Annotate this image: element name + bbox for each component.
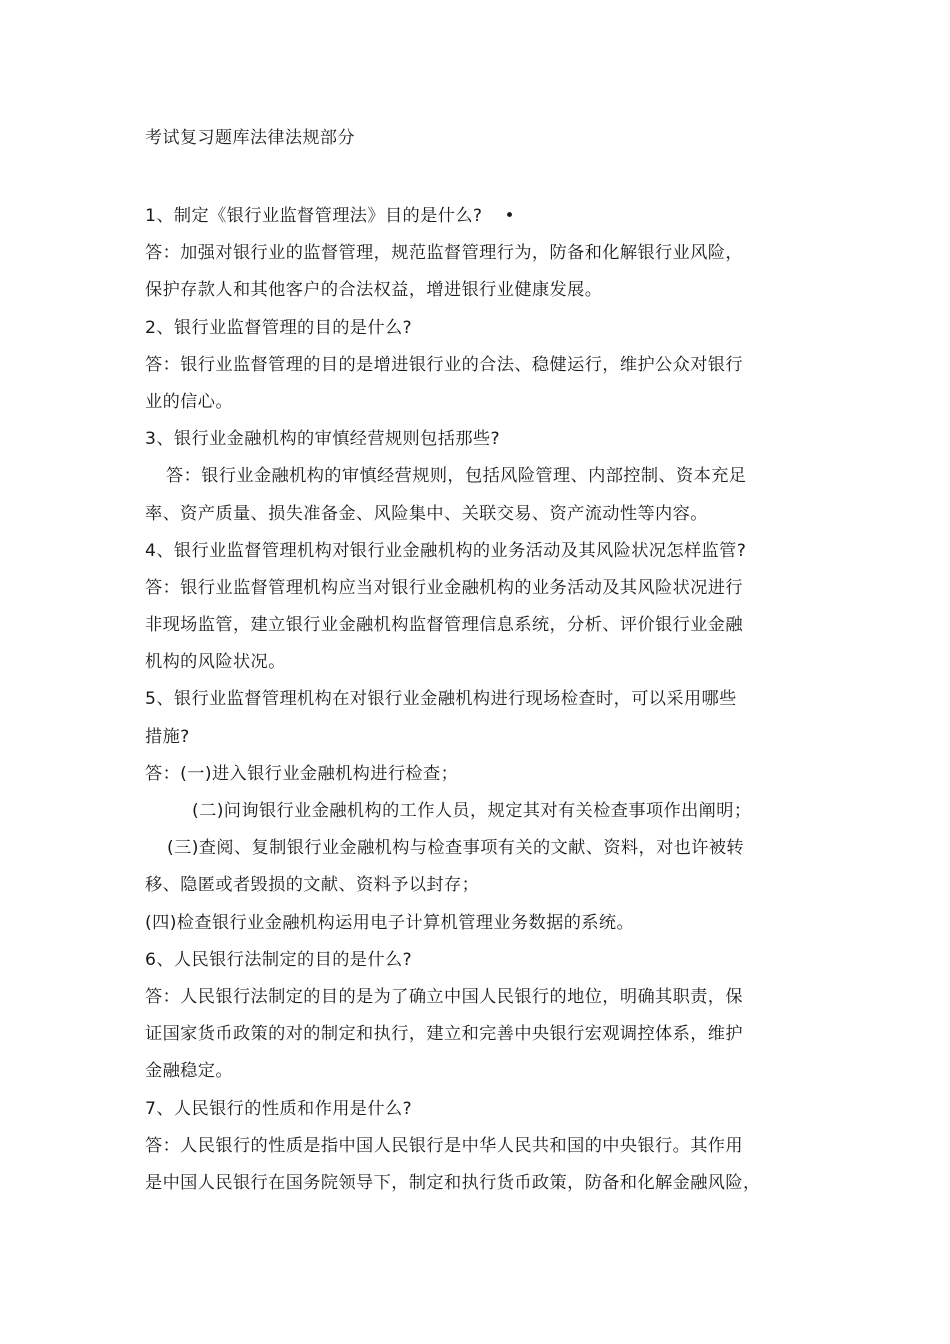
question-line: 7、人民银行的性质和作用是什么? (145, 1098, 413, 1119)
answer-line: 答：加强对银行业的监督管理，规范监督管理行为，防备和化解银行业风险， (145, 243, 743, 264)
answer-line: 金融稳定。 (145, 1061, 233, 1082)
question-line: 6、人民银行法制定的目的是什么? (145, 949, 413, 970)
answer-line: 保护存款人和其他客户的合法权益，增进银行业健康发展。 (145, 280, 603, 301)
question-text: 1、制定《银行业监督管理法》目的是什么? (145, 206, 483, 226)
answer-line: 机构的风险状况。 (145, 652, 286, 673)
answer-line: 是中国人民银行在国务院领导下，制定和执行货币政策，防备和化解金融风险， (145, 1172, 761, 1193)
answer-line: 非现场监管，建立银行业金融机构监督管理信息系统，分析、评价银行业金融 (145, 615, 743, 636)
document-title: 考试复习题库法律法规部分 (145, 128, 355, 148)
answer-line: (四)检查银行业金融机构运用电子计算机管理业务数据的系统。 (145, 912, 635, 933)
question-line: 3、银行业金融机构的审慎经营规则包括那些? (145, 429, 501, 450)
answer-line: 业的信心。 (145, 391, 233, 412)
document-body (145, 198, 810, 1202)
answer-line: (二)问询银行业金融机构的工作人员，规定其对有关检查事项作出阐明； (192, 801, 752, 821)
question-line: 5、银行业监督管理机构在对银行业金融机构进行现场检查时，可以采用哪些 (145, 689, 737, 710)
answer-line: 率、资产质量、损失准备金、风险集中、关联交易、资产流动性等内容。 (145, 503, 708, 524)
answer-line: (三)查阅、复制银行业金融机构与检查事项有关的文献、资料，对也许被转 (167, 838, 745, 859)
bullet-icon: • (504, 206, 515, 226)
answer-line: 答：人民银行法制定的目的是为了确立中国人民银行的地位，明确其职责，保 (145, 986, 743, 1007)
answer-line: 答：银行业监督管理的目的是增进银行业的合法、稳健运行，维护公众对银行 (145, 354, 743, 375)
answer-line: 答：银行业金融机构的审慎经营规则，包括风险管理、内部控制、资本充足 (166, 466, 747, 487)
answer-line: 移、隐匿或者毁损的文献、资料予以封存； (145, 875, 480, 896)
question-line: 4、银行业监督管理机构对银行业金融机构的业务活动及其风险状况怎样监管? (145, 540, 747, 561)
answer-line: 答：银行业监督管理机构应当对银行业金融机构的业务活动及其风险状况进行 (145, 577, 743, 598)
question-line: 2、银行业监督管理的目的是什么? (145, 317, 413, 338)
answer-line: 证国家货币政策的对的制定和执行，建立和完善中央银行宏观调控体系，维护 (145, 1024, 743, 1045)
question-line: 措施? (145, 726, 190, 747)
answer-line: 答：(一)进入银行业金融机构进行检查； (145, 763, 459, 784)
answer-line: 答：人民银行的性质是指中国人民银行是中华人民共和国的中央银行。其作用 (145, 1135, 743, 1156)
question-line (145, 198, 810, 235)
